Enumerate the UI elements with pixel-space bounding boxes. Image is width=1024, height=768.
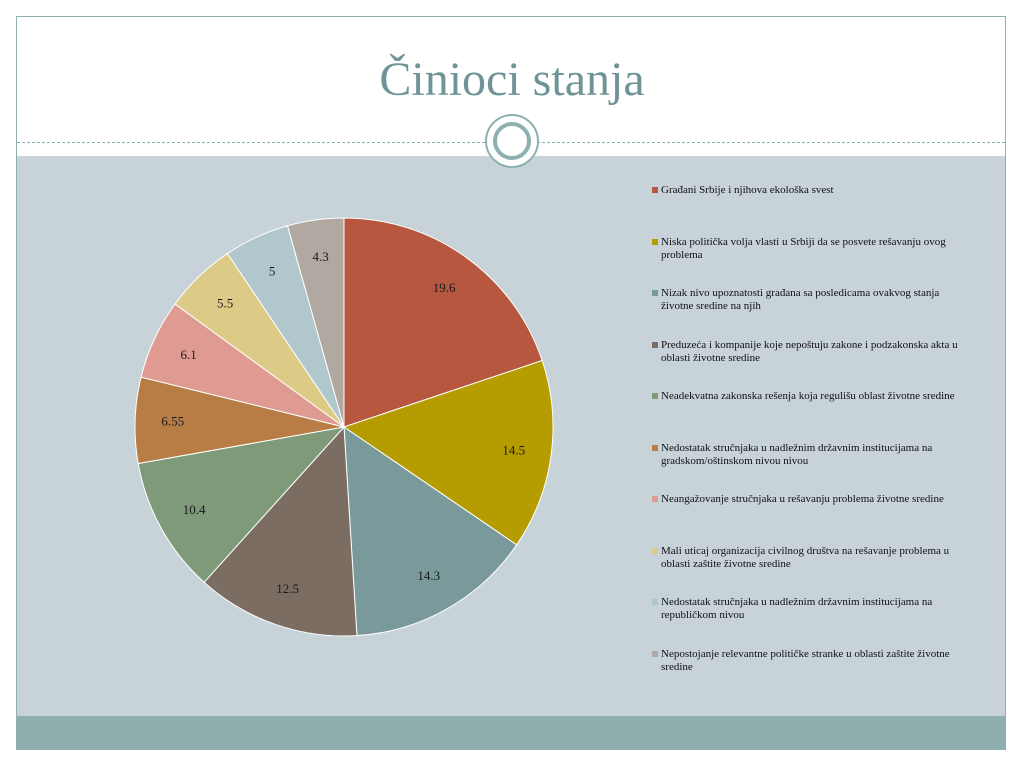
legend-swatch [652, 599, 658, 605]
pie-data-label-8: 5.5 [216, 295, 234, 311]
pie-data-label-4: 12.5 [276, 580, 299, 596]
pie-data-label-9: 5 [268, 263, 276, 279]
chart-legend [652, 184, 972, 699]
legend-item [652, 596, 972, 648]
legend-item [652, 442, 972, 494]
legend-item [652, 648, 972, 700]
legend-label: Nizak nivo upoznatosti građana sa posledicama ovakvog stanja životne sredine na njih [661, 287, 940, 312]
legend-label: Nedostatak stručnjaka u nadležnim državnim institucijama na republičkom nivou [661, 596, 933, 621]
legend-swatch [652, 651, 658, 657]
legend-label: Preduzeća i kompanije koje nepoštuju zakone i podzakonska akta u oblasti životne sredine [661, 338, 958, 364]
pie-data-label-7: 6.1 [180, 346, 197, 362]
legend-item [652, 287, 972, 339]
legend-item [652, 390, 972, 442]
pie-data-label-5: 10.4 [182, 502, 206, 518]
legend-label: Neangažovanje stručnjaka u rešavanju problema životne sredine [661, 493, 944, 505]
legend-swatch [652, 548, 658, 554]
legend-swatch [652, 393, 658, 399]
legend-label: Nedostatak stručnjaka u nadležnim državnim institucijama na gradskom/oštinskom nivou nivou [661, 441, 933, 467]
legend-label: Niska politička volja vlasti u Srbiji da se posvete rešavanju ovog problema [661, 235, 946, 261]
legend-label: Građani Srbije i njihova ekološka svest [661, 184, 834, 196]
legend-swatch [652, 187, 658, 193]
legend-swatch [652, 290, 658, 296]
legend-swatch [652, 496, 658, 502]
legend-item [652, 493, 972, 545]
pie-data-label-1: 19.6 [432, 279, 456, 295]
legend-swatch [652, 239, 658, 245]
legend-swatch [652, 342, 658, 348]
legend-item [652, 545, 972, 597]
legend-item [652, 339, 972, 391]
legend-label: Neadekvatna zakonska rešenja koja regulišu oblast životne sredine [661, 390, 955, 402]
pie-data-label-10: 4.3 [312, 249, 329, 265]
legend-label: Nepostojanje relevantne političke stranke u oblasti zaštite životne sredine [661, 647, 950, 673]
legend-swatch [652, 445, 658, 451]
pie-data-label-2: 14.5 [502, 442, 526, 458]
legend-label: Mali uticaj organizacija civilnog društva na rešavanje problema u oblasti zaštite životne sredine [661, 544, 950, 570]
legend-item [652, 184, 972, 236]
legend-item [652, 236, 972, 288]
pie-data-label-3: 14.3 [417, 568, 441, 583]
slide-title: Činioci stanja [379, 53, 645, 106]
pie-data-label-6: 6.55 [161, 413, 185, 429]
